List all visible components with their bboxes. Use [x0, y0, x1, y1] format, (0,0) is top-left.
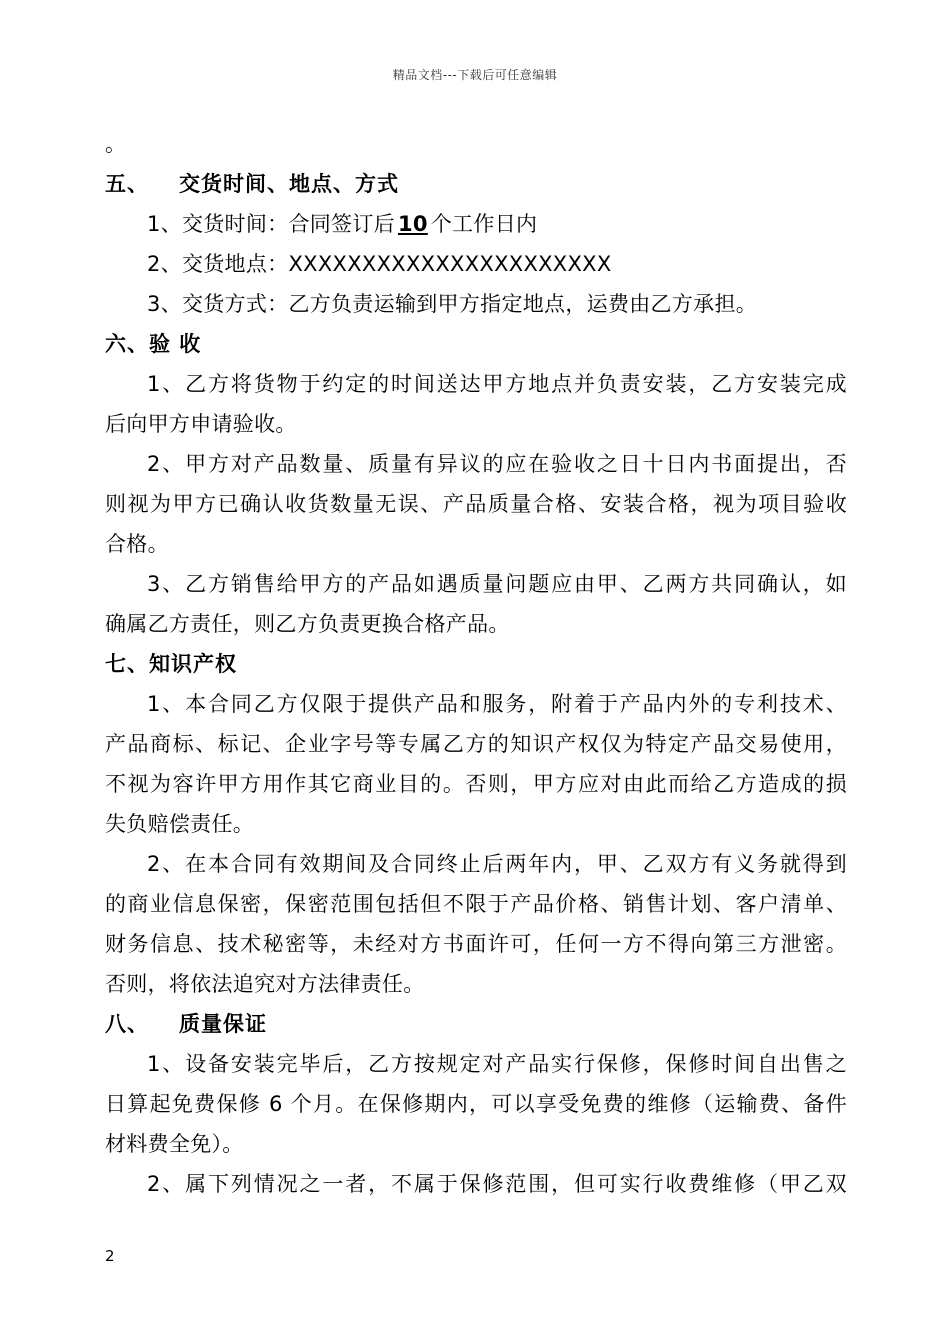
- ip-item-1-line-3: 不视为容许甲方用作其它商业目的。否则，甲方应对由此而给乙方造成的损: [105, 772, 847, 796]
- delivery-days-value: 10: [397, 212, 428, 236]
- delivery-location-line: 2、交货地点：XXXXXXXXXXXXXXXXXXXXXX: [147, 252, 612, 276]
- delivery-time-line: [105, 204, 847, 244]
- acceptance-item-2-line-3: 合格。: [105, 532, 169, 556]
- ip-item-2-line-2: 的商业信息保密，保密范围包括但不限于产品价格、销售计划、客户清单、: [105, 892, 847, 916]
- warranty-item-2-line-1: 2、属下列情况之一者，不属于保修范围，但可实行收费维修（甲乙双: [147, 1172, 847, 1196]
- delivery-time-label: 1、交货时间：合同签订后: [147, 212, 395, 236]
- page-number: 2: [105, 1247, 115, 1265]
- page-header-note: 精品文档---下载后可任意编辑: [392, 68, 558, 82]
- ip-item-1-line-1: 1、本合同乙方仅限于提供产品和服务，附着于产品内外的专利技术、: [147, 692, 847, 716]
- acceptance-item-1-line-2: 后向甲方申请验收。: [105, 412, 297, 436]
- section-6-heading: 六、验 收: [105, 332, 202, 356]
- ip-item-2-line-3: 财务信息、技术秘密等，未经对方书面许可，任何一方不得向第三方泄密。: [105, 932, 847, 956]
- section-7-heading: 七、知识产权: [105, 652, 237, 676]
- acceptance-item-2-line-1: 2、甲方对产品数量、质量有异议的应在验收之日十日内书面提出，否: [147, 452, 847, 476]
- section-8-heading: [105, 1004, 847, 1044]
- warranty-item-1-line-2: 日算起免费保修 6 个月。在保修期内，可以享受免费的维修（运输费、备件: [105, 1092, 847, 1116]
- ip-item-2-line-4: 否则，将依法追究对方法律责任。: [105, 972, 425, 996]
- ip-item-1-line-4: 失负赔偿责任。: [105, 812, 255, 836]
- section-5-number: 五、: [105, 172, 149, 196]
- leading-punctuation: 。: [105, 132, 127, 156]
- warranty-item-1-line-3: 材料费全免）。: [105, 1132, 244, 1156]
- section-8-number: 八、: [105, 1012, 149, 1036]
- acceptance-item-3-line-1: 3、乙方销售给甲方的产品如遇质量问题应由甲、乙两方共同确认，如: [147, 572, 847, 596]
- section-8-title: 质量保证: [179, 1012, 267, 1036]
- ip-item-1-line-2: 产品商标、标记、企业字号等专属乙方的知识产权仅为特定产品交易使用，: [105, 732, 847, 756]
- acceptance-item-3-line-2: 确属乙方责任，则乙方负责更换合格产品。: [105, 612, 510, 636]
- section-5-heading: [105, 164, 847, 204]
- document-body: [105, 124, 847, 1204]
- delivery-method-line: 3、交货方式：乙方负责运输到甲方指定地点，运费由乙方承担。: [147, 292, 758, 316]
- acceptance-item-1-line-1: 1、乙方将货物于约定的时间送达甲方地点并负责安装，乙方安装完成: [147, 372, 847, 396]
- section-5-title: 交货时间、地点、方式: [179, 172, 399, 196]
- ip-item-2-line-1: 2、在本合同有效期间及合同终止后两年内，甲、乙双方有义务就得到: [147, 852, 847, 876]
- delivery-time-unit: 个工作日内: [430, 212, 538, 236]
- warranty-item-1-line-1: 1、设备安装完毕后，乙方按规定对产品实行保修，保修时间自出售之: [147, 1052, 847, 1076]
- acceptance-item-2-line-2: 则视为甲方已确认收货数量无误、产品质量合格、安装合格，视为项目验收: [105, 492, 847, 516]
